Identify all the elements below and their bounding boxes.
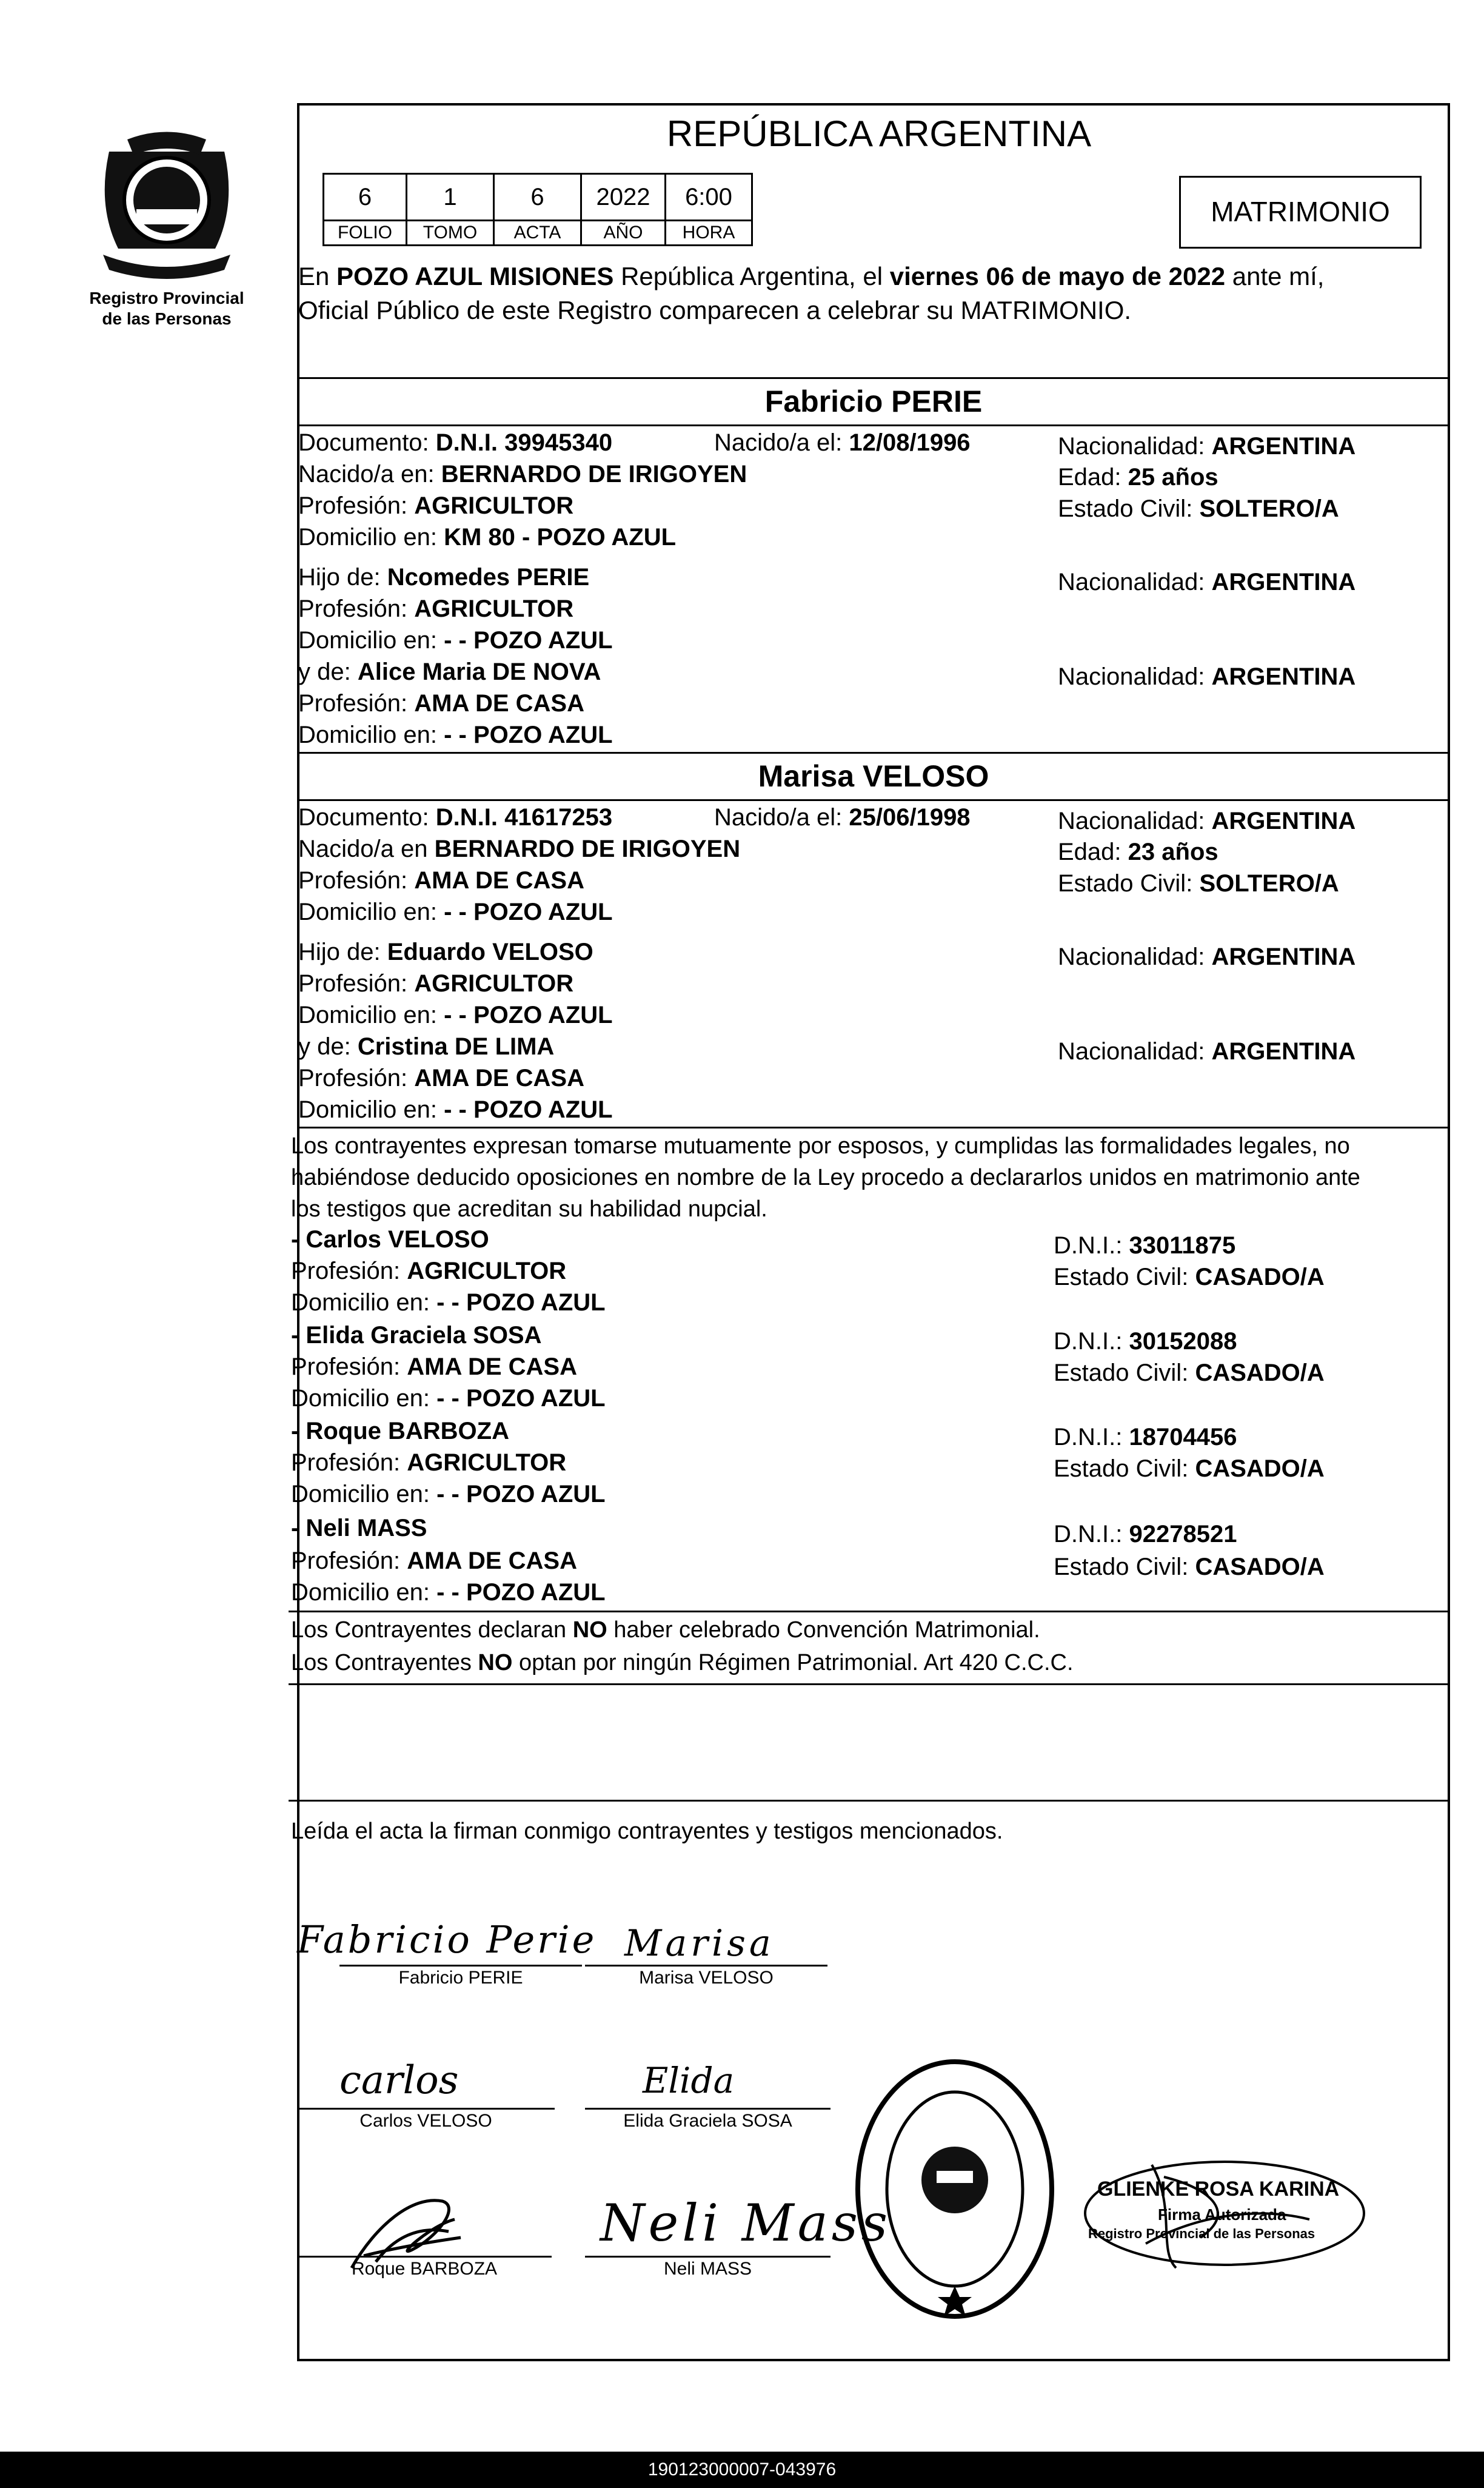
declaration-line2: habiéndose deducido oposiciones en nombre de la Ley procedo a declararlos unidos en matrimonio ante (291, 1165, 1360, 1190)
groom-father-nationality: Nacionalidad: ARGENTINA (1058, 569, 1356, 595)
witness-4-civil: Estado Civil: CASADO/A (1054, 1554, 1325, 1580)
officer-org: Registro Provincial de las Personas (1088, 2226, 1315, 2241)
bride-address: Domicilio en: - - POZO AZUL (298, 899, 613, 925)
acta-label: ACTA (513, 223, 561, 243)
tomo-label: TOMO (423, 223, 478, 243)
bride-mother-nationality: Nacionalidad: ARGENTINA (1058, 1038, 1356, 1065)
bride-mother-address: Domicilio en: - - POZO AZUL (298, 1096, 613, 1123)
groom-address: Domicilio en: KM 80 - POZO AZUL (298, 524, 677, 551)
witness-1-dni: D.N.I.: 33011875 (1054, 1232, 1236, 1259)
witness-3-name: - Roque BARBOZA (291, 1418, 509, 1444)
groom-name: Fabricio PERIE (764, 384, 983, 418)
record-table (323, 173, 753, 249)
groom-mother-profession: Profesión: AMA DE CASA (298, 690, 584, 717)
officer-role: Firma Autorizada (1158, 2205, 1286, 2224)
groom-born: Nacido/a el: 12/08/1996 (714, 429, 971, 456)
bride-name: Marisa VELOSO (758, 759, 989, 793)
time-label: HORA (682, 223, 735, 243)
closing-text: Leída el acta la firman conmigo contrayentes y testigos mencionados. (291, 1819, 1003, 1844)
declaration-line3: los testigos que acreditan su habilidad nupcial. (291, 1196, 767, 1222)
registry-name-line1: Registro Provincial (89, 289, 244, 307)
groom-father: Hijo de: Ncomedes PERIE (298, 564, 590, 591)
groom-father-profession: Profesión: AGRICULTOR (298, 595, 574, 622)
folio-value: 6 (358, 184, 372, 210)
folio-label: FOLIO (337, 223, 392, 243)
officer-stamp (1079, 2153, 1370, 2274)
witness-4-address: Domicilio en: - - POZO AZUL (291, 1579, 606, 1606)
witness1-signature-caption: Carlos VELOSO (359, 2111, 492, 2131)
registry-logo (85, 127, 249, 285)
groom-age: Edad: 25 años (1058, 464, 1218, 491)
bride-profession: Profesión: AMA DE CASA (298, 867, 584, 894)
witness2-signature-caption: Elida Graciela SOSA (623, 2111, 792, 2131)
witness-3-address: Domicilio en: - - POZO AZUL (291, 1481, 606, 1507)
bride-mother-profession: Profesión: AMA DE CASA (298, 1065, 584, 1091)
groom-doc: Documento: D.N.I. 39945340 (298, 429, 613, 456)
witness-2-civil: Estado Civil: CASADO/A (1054, 1360, 1325, 1386)
bride-signature-caption: Marisa VELOSO (639, 1968, 774, 1988)
time-value: 6:00 (685, 184, 732, 210)
bride-civil: Estado Civil: SOLTERO/A (1058, 870, 1339, 897)
bride-born: Nacido/a el: 25/06/1998 (714, 804, 971, 831)
declaration-line1: Los contrayentes expresan tomarse mutuamente por esposos, y cumplidas las formalidades legales, no (291, 1133, 1350, 1159)
groom-mother: y de: Alice Maria DE NOVA (298, 659, 601, 685)
regime-line1: Los Contrayentes declaran NO haber celebrado Convención Matrimonial. (291, 1617, 1040, 1643)
bride-father-profession: Profesión: AGRICULTOR (298, 970, 574, 997)
witness-3-profession: Profesión: AGRICULTOR (291, 1449, 567, 1476)
groom-mother-address: Domicilio en: - - POZO AZUL (298, 722, 613, 748)
act-type: MATRIMONIO (1211, 196, 1390, 227)
year-label: AÑO (603, 223, 643, 243)
witness-2-name: - Elida Graciela SOSA (291, 1322, 542, 1349)
groom-signature-caption: Fabricio PERIE (398, 1968, 523, 1988)
witness-2-dni: D.N.I.: 30152088 (1054, 1328, 1237, 1355)
witness-4-dni: D.N.I.: 92278521 (1054, 1521, 1237, 1547)
intro-line1: En POZO AZUL MISIONES República Argentina, el viernes 06 de mayo de 2022 ante mí, (298, 262, 1325, 290)
witness-1-name: - Carlos VELOSO (291, 1226, 489, 1253)
witness-4-profession: Profesión: AMA DE CASA (291, 1547, 577, 1574)
bride-doc: Documento: D.N.I. 41617253 (298, 804, 613, 831)
bride-age: Edad: 23 años (1058, 839, 1218, 865)
acta-value: 6 (530, 184, 544, 210)
tomo-value: 1 (443, 184, 457, 210)
footer-code: 190123000007-043976 (647, 2459, 837, 2480)
groom-mother-nationality: Nacionalidad: ARGENTINA (1058, 663, 1356, 690)
witness-1-civil: Estado Civil: CASADO/A (1054, 1264, 1325, 1290)
witness3-signature-caption: Roque BARBOZA (351, 2259, 498, 2279)
groom-signature: Fabricio Perie (297, 1917, 597, 1962)
bride-father-nationality: Nacionalidad: ARGENTINA (1058, 944, 1356, 970)
witness-4-name: - Neli MASS (291, 1515, 427, 1541)
bride-birthplace: Nacido/a en BERNARDO DE IRIGOYEN (298, 836, 741, 862)
bride-father: Hijo de: Eduardo VELOSO (298, 939, 593, 965)
groom-nationality: Nacionalidad: ARGENTINA (1058, 433, 1356, 460)
witness4-signature-caption: Neli MASS (663, 2259, 752, 2279)
groom-profession: Profesión: AGRICULTOR (298, 492, 574, 519)
groom-civil: Estado Civil: SOLTERO/A (1058, 495, 1339, 522)
bride-father-address: Domicilio en: - - POZO AZUL (298, 1002, 613, 1028)
witness2-signature: Elida (643, 2060, 735, 2101)
intro-date: viernes 06 de mayo de 2022 (889, 262, 1226, 290)
intro-line2: Oficial Público de este Registro comparecen a celebrar su MATRIMONIO. (298, 296, 1132, 324)
groom-birthplace: Nacido/a en: BERNARDO DE IRIGOYEN (298, 461, 747, 488)
registry-name-line2: de las Personas (102, 309, 232, 328)
country-title: REPÚBLICA ARGENTINA (666, 113, 1092, 154)
witness4-signature: Neli Mass (600, 2193, 891, 2253)
witness-2-address: Domicilio en: - - POZO AZUL (291, 1385, 606, 1412)
witness-3-civil: Estado Civil: CASADO/A (1054, 1455, 1325, 1482)
registry-office-seal-icon (852, 2056, 1058, 2322)
witness-1-profession: Profesión: AGRICULTOR (291, 1258, 567, 1284)
regime-line2: Los Contrayentes NO optan por ningún Régimen Patrimonial. Art 420 C.C.C. (291, 1650, 1074, 1675)
bride-mother: y de: Cristina DE LIMA (298, 1033, 555, 1060)
witness1-signature: carlos (339, 2058, 459, 2103)
groom-father-address: Domicilio en: - - POZO AZUL (298, 627, 613, 654)
year-value: 2022 (596, 184, 650, 210)
witness-2-profession: Profesión: AMA DE CASA (291, 1353, 577, 1380)
witness-3-dni: D.N.I.: 18704456 (1054, 1424, 1237, 1450)
act-type-box (1179, 176, 1422, 249)
bride-nationality: Nacionalidad: ARGENTINA (1058, 808, 1356, 834)
provincial-seal-icon (85, 127, 249, 285)
intro-place: POZO AZUL MISIONES (336, 262, 614, 290)
witness-1-address: Domicilio en: - - POZO AZUL (291, 1289, 606, 1316)
office-seal (852, 2056, 1058, 2322)
bride-signature: Marisa (624, 1922, 775, 1965)
officer-name: GLIENKE ROSA KARINA (1097, 2178, 1340, 2201)
